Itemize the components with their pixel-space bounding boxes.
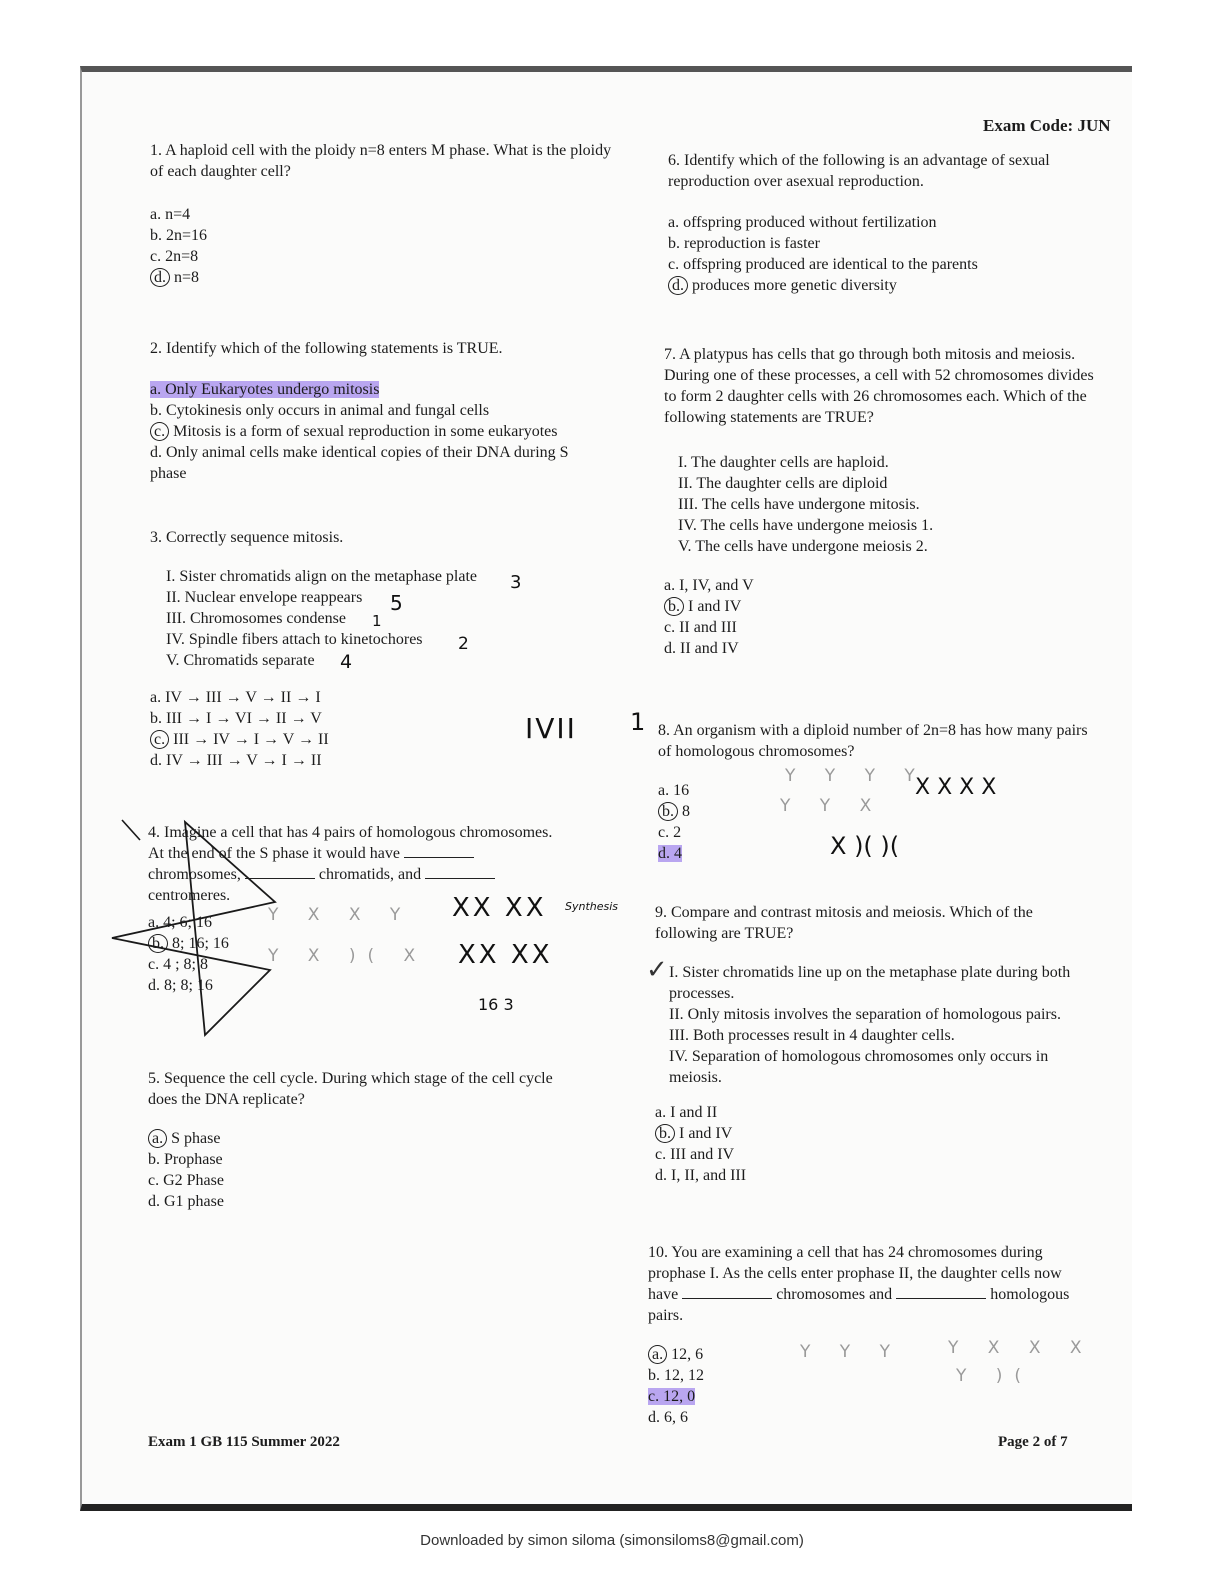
option-5c: c. G2 Phase [148, 1172, 224, 1189]
circled-answer-7: b. [664, 597, 684, 616]
option-7c: c. II and III [664, 619, 737, 636]
handwritten-xx-1: XX XX [452, 893, 547, 923]
option-6c: c. offspring produced are identical to the parents [668, 256, 978, 273]
item-3-II: II. Nuclear envelope reappears [166, 589, 363, 606]
item-3-I: I. Sister chromatids align on the metaphase plate [166, 568, 478, 585]
blank-1 [404, 857, 474, 858]
option-9c: c. III and IV [655, 1146, 735, 1163]
handwritten-1: 1 [372, 612, 382, 630]
question-4-stem-part4: centromeres. [148, 887, 231, 904]
question-2 [150, 338, 620, 484]
handwritten-2: 2 [458, 634, 469, 654]
footer-right: Page 2 of 7 [998, 1434, 1068, 1450]
option-7a: a. I, IV, and V [664, 577, 754, 594]
download-note: Downloaded by simon siloma (simonsiloms8@gmail.com) [420, 1532, 804, 1549]
option-8b-text: 8 [682, 803, 690, 820]
question-6-options [668, 212, 1108, 296]
circled-answer-4: b. [148, 934, 168, 953]
question-6-stem: 6. Identify which of the following is an advantage of sexual reproduction over asexual reproduction. [668, 152, 1050, 190]
question-1-options [150, 204, 620, 288]
question-5 [148, 1068, 568, 1212]
exam-code: Exam Code: JUN [983, 116, 1111, 135]
question-10-stem [648, 1242, 1088, 1326]
question-1 [150, 140, 620, 288]
option-9b [655, 1123, 1095, 1144]
question-7-stem: 7. A platypus has cells that go through both mitosis and meiosis. During one of these processes, a cell with 52 chromosomes divides to form 2 daughter cells with 26 chromosomes each. Which of the following statements are TRUE? [664, 346, 1094, 426]
faint-chromosome-sketch-8b: Y Y X [780, 796, 884, 816]
option-3d: d. IV → III → V → I → II [150, 752, 322, 769]
handwritten-16-3: 16 3 [478, 995, 514, 1014]
option-3c-text: III → IV → I → V → II [173, 731, 329, 748]
option-10d: d. 6, 6 [648, 1409, 688, 1426]
question-2-options [150, 379, 620, 484]
handwritten-check-9: ✓ [646, 955, 668, 985]
question-10-stem-part1: 10. You are examining a cell that has 24 chromosomes during prophase I. As the cells enter prophase II, the daughter cells now have [648, 1244, 1062, 1303]
question-7-items [664, 452, 1104, 557]
question-4-stem-part2: chromosomes, [148, 866, 241, 883]
footer-left: Exam 1 GB 115 Summer 2022 [148, 1434, 340, 1450]
option-5a [148, 1128, 568, 1149]
circled-answer-1: d. [150, 268, 170, 287]
option-8c: c. 2 [658, 824, 682, 841]
option-8a: a. 16 [658, 782, 690, 799]
handwritten-5: 5 [390, 591, 403, 615]
handwritten-xx-2: XX XX [458, 940, 553, 970]
option-3b: b. III → I → VI → II → V [150, 710, 322, 727]
option-2a-highlight: a. Only Eukaryotes undergo mitosis [150, 381, 380, 398]
option-7b [664, 596, 1104, 617]
option-10b: b. 12, 12 [648, 1367, 704, 1384]
blank-3 [425, 878, 495, 879]
option-1d [150, 267, 620, 288]
option-9a: a. I and II [655, 1104, 718, 1121]
handwritten-tick-8: 1 [630, 708, 646, 736]
option-5b: b. Prophase [148, 1151, 223, 1168]
handwritten-chromosomes-8b: X )( )( [830, 832, 900, 860]
option-4c: c. 4 ; 8; 8 [148, 956, 208, 973]
question-4-stem-part3: chromatids, and [318, 866, 422, 883]
faint-chromosome-sketch-10c: Y )( [956, 1366, 1034, 1386]
question-10-stem-part2: chromosomes and [776, 1286, 893, 1303]
option-5d: d. G1 phase [148, 1193, 224, 1210]
option-2a [150, 379, 620, 400]
question-9-items [655, 962, 1095, 1088]
question-5-stem: 5. Sequence the cell cycle. During which stage of the cell cycle does the DNA replicate? [148, 1070, 553, 1108]
question-4-stem-part1: 4. Imagine a cell that has 4 pairs of homologous chromosomes. At the end of the S phase it would have [148, 824, 553, 862]
faint-chromosome-sketch-4a: Y X X Y [268, 905, 413, 925]
question-1-stem: 1. A haploid cell with the ploidy n=8 enters M phase. What is the ploidy of each daughter cell? [150, 142, 612, 180]
circled-answer-5: a. [148, 1129, 167, 1148]
option-10c [648, 1386, 1088, 1407]
faint-chromosome-sketch-4b: Y X )( X [268, 946, 428, 966]
option-1b: b. 2n=16 [150, 227, 208, 244]
option-5a-text: S phase [171, 1130, 221, 1147]
option-9b-text: I and IV [679, 1125, 733, 1142]
option-6d [668, 275, 1108, 296]
question-5-options [148, 1128, 568, 1212]
item-9-III: III. Both processes result in 4 daughter cells. [669, 1027, 955, 1044]
option-2c [150, 421, 620, 442]
handwritten-4: 4 [340, 651, 353, 673]
circled-answer-10: a. [648, 1345, 667, 1364]
blank-10a [682, 1298, 772, 1299]
faint-chromosome-sketch-10a: Y Y Y [800, 1342, 902, 1362]
item-7-I: I. The daughter cells are haploid. [678, 454, 889, 471]
option-8d-highlight: d. 4 [658, 845, 682, 862]
circled-answer-6: d. [668, 276, 688, 295]
item-7-V: V. The cells have undergone meiosis 2. [678, 538, 928, 555]
question-3-stem: 3. Correctly sequence mitosis. [150, 529, 344, 546]
star-doodle [100, 810, 300, 1050]
item-9-IV: IV. Separation of homologous chromosomes only occurs in meiosis. [669, 1048, 1049, 1086]
option-7b-text: I and IV [688, 598, 742, 615]
handwritten-chromosomes-8a: Ⅹ Ⅹ Ⅹ Ⅹ [915, 775, 997, 800]
circled-answer-3: c. [150, 730, 169, 749]
option-3a: a. IV → III → V → II → I [150, 689, 321, 706]
question-2-stem: 2. Identify which of the following statements is TRUE. [150, 340, 503, 357]
item-7-III: III. The cells have undergone mitosis. [678, 496, 920, 513]
item-7-IV: IV. The cells have undergone meiosis 1. [678, 517, 934, 534]
option-4a: a. 4; 6; 16 [148, 914, 212, 931]
question-9-stem: 9. Compare and contrast mitosis and meiosis. Which of the following are TRUE? [655, 904, 1033, 942]
item-9-I: I. Sister chromatids line up on the metaphase plate during both processes. [669, 964, 1071, 1002]
option-7d: d. II and IV [664, 640, 739, 657]
item-3-IV: IV. Spindle fibers attach to kinetochores [166, 631, 423, 648]
item-7-II: II. The daughter cells are diploid [678, 475, 888, 492]
item-3-III: III. Chromosomes condense [166, 610, 346, 627]
question-7-options [664, 575, 1104, 659]
option-1d-text: n=8 [174, 269, 200, 286]
question-10 [648, 1242, 1088, 1428]
option-6d-text: produces more genetic diversity [692, 277, 897, 294]
circled-answer-8: b. [658, 802, 678, 821]
option-4d: d. 8; 8; 16 [148, 977, 213, 994]
option-1a: a. n=4 [150, 206, 191, 223]
faint-chromosome-sketch-10b: Y X X X [948, 1338, 1094, 1358]
question-9-options [655, 1102, 1095, 1186]
option-1c: c. 2n=8 [150, 248, 199, 265]
blank-10b [896, 1298, 986, 1299]
option-10a-text: 12, 6 [671, 1346, 704, 1363]
question-3-items [150, 566, 620, 671]
handwritten-synthesis: Synthesis [565, 900, 619, 913]
option-2d: d. Only animal cells make identical copies of their DNA during S phase [150, 444, 569, 482]
option-10c-highlight: c. 12, 0 [648, 1388, 696, 1405]
circled-answer-2: c. [150, 422, 169, 441]
question-10-stem-part3: homologous pairs. [648, 1286, 1070, 1324]
option-2b: b. Cytokinesis only occurs in animal and fungal cells [150, 402, 490, 419]
option-4b-text: 8; 16; 16 [172, 935, 229, 952]
question-9 [655, 902, 1095, 1186]
question-6 [668, 150, 1108, 296]
question-7 [664, 344, 1104, 659]
handwritten-ivii: IVII [525, 712, 577, 745]
handwritten-3: 3 [510, 572, 522, 593]
item-9-II: II. Only mitosis involves the separation of homologous pairs. [669, 1006, 1061, 1023]
circled-answer-9: b. [655, 1124, 675, 1143]
option-9d: d. I, II, and III [655, 1167, 747, 1184]
item-3-V: V. Chromatids separate [166, 652, 315, 669]
option-6a: a. offspring produced without fertilization [668, 214, 937, 231]
option-6b: b. reproduction is faster [668, 235, 820, 252]
option-2c-text: Mitosis is a form of sexual reproduction in some eukaryotes [173, 423, 558, 440]
question-8-stem: 8. An organism with a diploid number of 2n=8 has how many pairs of homologous chromosomes? [658, 722, 1088, 760]
faint-chromosome-sketch-8a: Y Y Y Y [785, 766, 927, 786]
